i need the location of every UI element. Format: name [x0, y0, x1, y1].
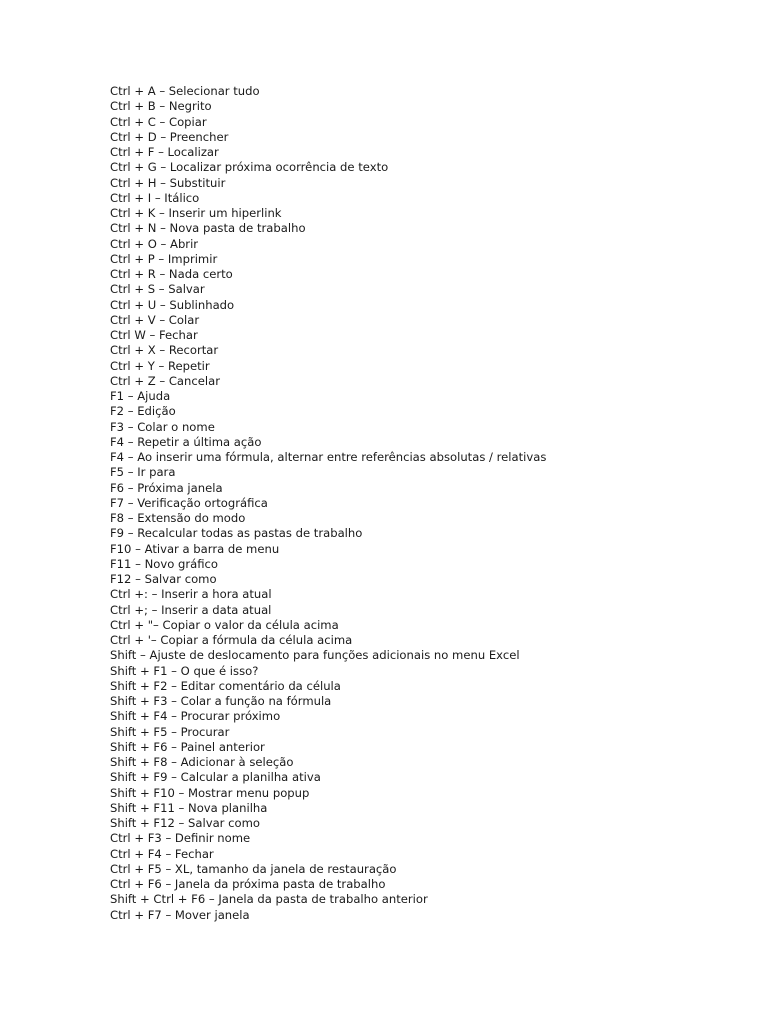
shortcut-line: Shift + F12 – Salvar como — [110, 816, 260, 830]
shortcut-line: F4 – Ao inserir uma fórmula, alternar entre referências absolutas / relativas — [110, 450, 547, 464]
shortcut-line: F12 – Salvar como — [110, 572, 217, 586]
shortcut-line: Ctrl + C – Copiar — [110, 114, 207, 129]
shortcut-line: Ctrl + U – Sublinhado — [110, 297, 235, 312]
shortcut-line: Shift + F5 – Procurar — [110, 724, 230, 739]
shortcut-line: Ctrl + A – Selecionar tudo — [110, 84, 260, 98]
shortcut-line: Shift + F10 – Mostrar menu popup — [110, 785, 310, 800]
shortcut-line: Ctrl + H – Substituir — [110, 175, 226, 190]
shortcut-list — [110, 84, 546, 923]
shortcut-line: Shift + F9 – Calcular a planilha ativa — [110, 770, 321, 785]
shortcut-line: Shift – Ajuste de deslocamento para funções adicionais no menu Excel — [110, 648, 520, 663]
shortcut-line: Ctrl + F – Localizar — [110, 145, 219, 159]
shortcut-line: F1 – Ajuda — [110, 389, 171, 403]
shortcut-line: F10 – Ativar a barra de menu — [110, 541, 280, 556]
shortcut-line: Ctrl + G – Localizar próxima ocorrência de texto — [110, 160, 389, 175]
shortcut-line: Ctrl + F6 – Janela da próxima pasta de trabalho — [110, 877, 386, 891]
shortcut-line: Ctrl + S – Salvar — [110, 282, 205, 297]
shortcut-line: Shift + F8 – Adicionar à seleção — [110, 755, 294, 769]
shortcut-line: Shift + F4 – Procurar próximo — [110, 709, 281, 724]
shortcut-line: F5 – Ir para — [110, 465, 176, 480]
shortcut-line: Ctrl + F7 – Mover janela — [110, 907, 250, 922]
shortcut-line: Ctrl + D – Preencher — [110, 129, 229, 144]
shortcut-line: Ctrl + N – Nova pasta de trabalho — [110, 221, 306, 236]
shortcut-line: Shift + F6 – Painel anterior — [110, 739, 265, 754]
shortcut-line: F8 – Extensão do modo — [110, 511, 246, 525]
shortcut-line: Ctrl + X – Recortar — [110, 343, 219, 358]
shortcut-line: Ctrl W – Fechar — [110, 328, 198, 342]
shortcut-line: Ctrl + "– Copiar o valor da célula acima — [110, 617, 339, 632]
shortcut-line: Shift + F2 – Editar comentário da célula — [110, 678, 341, 693]
shortcut-line: Shift + F3 – Colar a função na fórmula — [110, 694, 332, 708]
shortcut-line: Ctrl +; – Inserir a data atual — [110, 602, 272, 617]
shortcut-line: Shift + F1 – O que é isso? — [110, 663, 259, 678]
shortcut-line: Ctrl + Z – Cancelar — [110, 373, 220, 388]
shortcut-line: F7 – Verificação ortográfica — [110, 495, 268, 510]
shortcut-line: F3 – Colar o nome — [110, 419, 215, 434]
shortcut-line: Ctrl + K – Inserir um hiperlink — [110, 206, 282, 220]
shortcut-line: Ctrl + F4 – Fechar — [110, 846, 214, 861]
shortcut-line: Ctrl + F3 – Definir nome — [110, 831, 251, 846]
shortcut-line: F6 – Próxima janela — [110, 480, 223, 495]
shortcut-line: Ctrl + O – Abrir — [110, 236, 199, 251]
shortcut-line: Ctrl + I – Itálico — [110, 190, 200, 205]
shortcut-line: Ctrl + B – Negrito — [110, 99, 212, 114]
shortcut-line: Ctrl + F5 – XL, tamanho da janela de restauração — [110, 861, 397, 876]
shortcut-line: Ctrl + V – Colar — [110, 312, 200, 327]
shortcut-line: Shift + Ctrl + F6 – Janela da pasta de trabalho anterior — [110, 892, 428, 907]
shortcut-line: F9 – Recalcular todas as pastas de trabalho — [110, 526, 363, 541]
shortcut-line: F4 – Repetir a última ação — [110, 434, 262, 449]
shortcut-line: F11 – Novo gráfico — [110, 556, 218, 571]
shortcut-line: Ctrl + P – Imprimir — [110, 251, 218, 266]
shortcut-line: Shift + F11 – Nova planilha — [110, 800, 268, 815]
shortcut-line: Ctrl +: – Inserir a hora atual — [110, 587, 272, 602]
shortcut-line: Ctrl + '– Copiar a fórmula da célula acima — [110, 633, 353, 647]
shortcut-line: F2 – Edição — [110, 404, 176, 419]
shortcut-line: Ctrl + Y – Repetir — [110, 358, 210, 373]
shortcut-line: Ctrl + R – Nada certo — [110, 267, 233, 281]
